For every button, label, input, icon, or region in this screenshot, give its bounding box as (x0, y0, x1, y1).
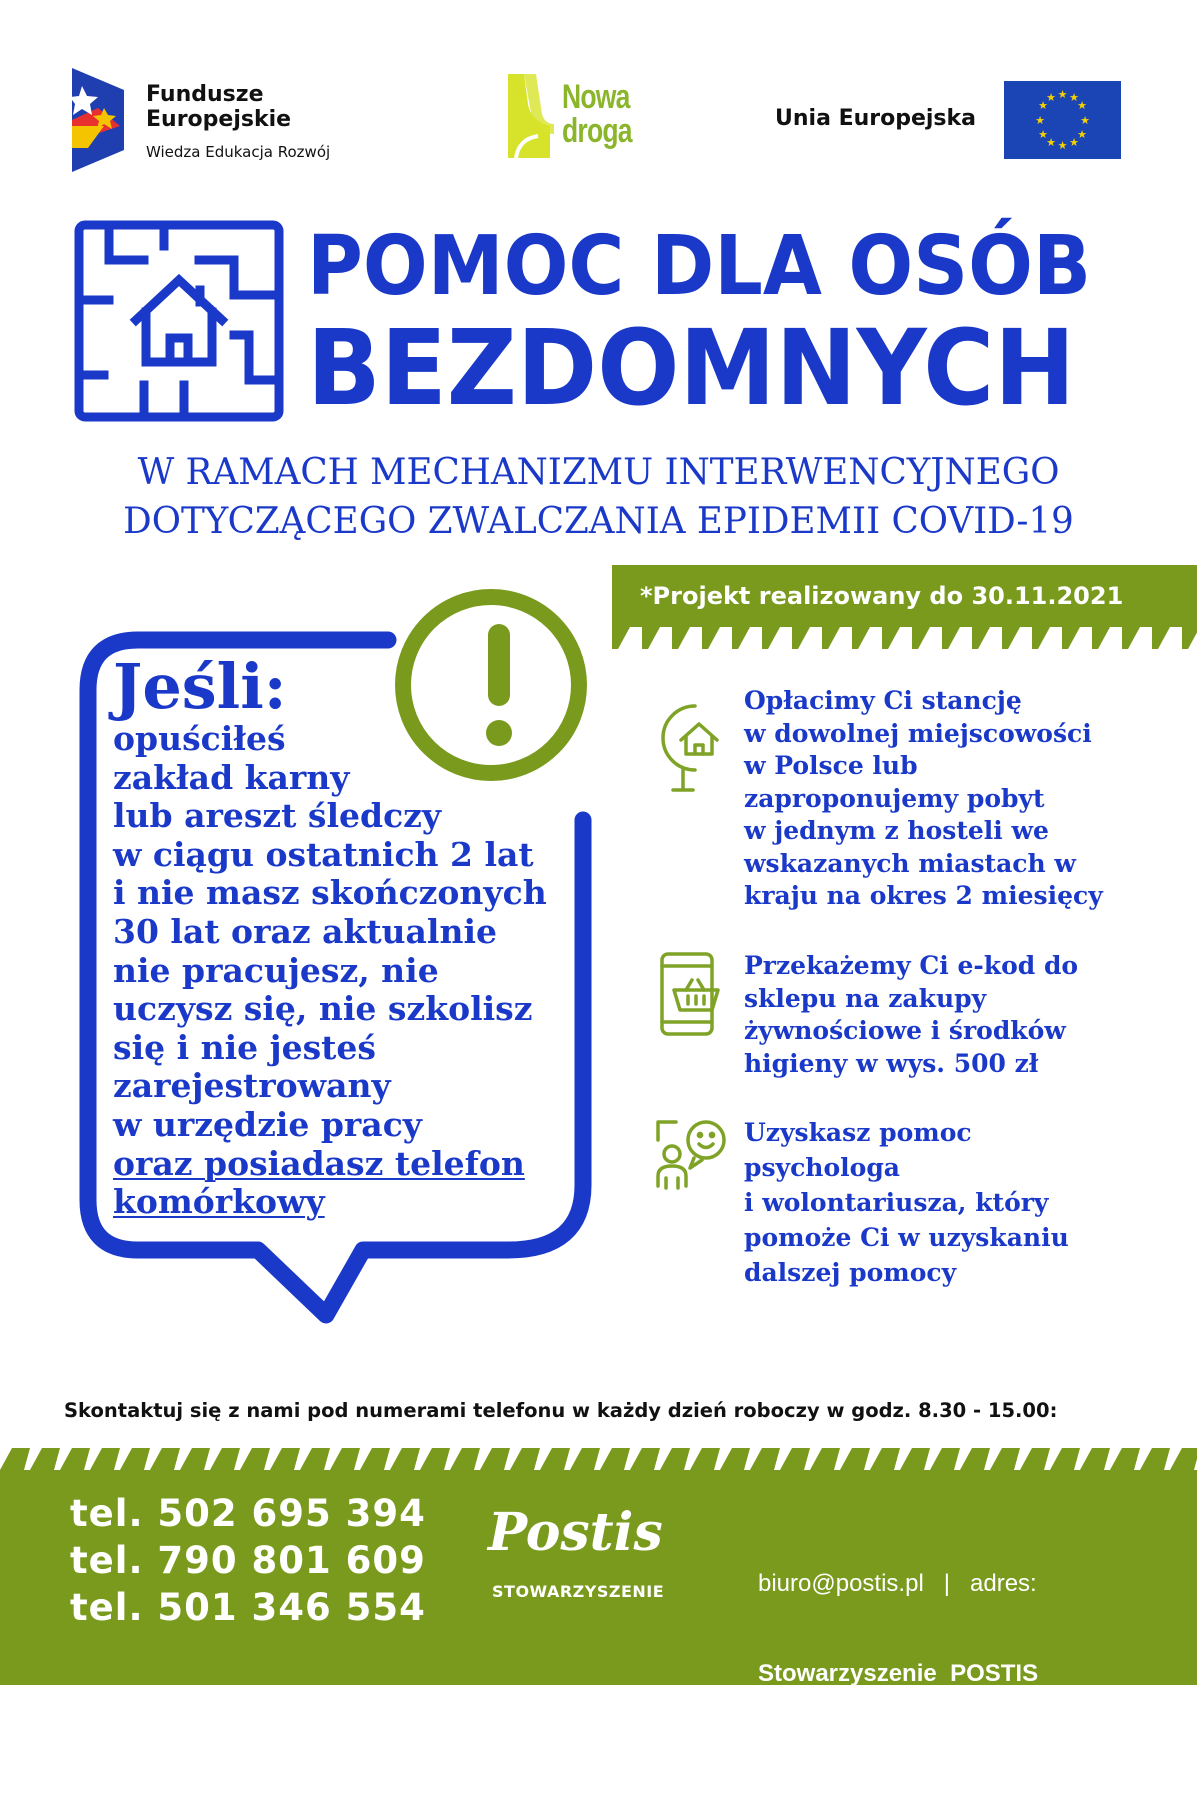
svg-text:★: ★ (1057, 139, 1068, 152)
title-line1: POMOC DLA OSÓB (307, 219, 1092, 314)
condition-line: zarejestrowany (113, 1066, 391, 1106)
benefit-voucher (744, 950, 1078, 1080)
house-search-icon (655, 700, 727, 792)
nowa-droga-line2: droga (562, 112, 632, 150)
svg-text:★: ★ (1069, 136, 1079, 149)
postis-logo-sub: STOWARZYSZENIE (492, 1582, 665, 1601)
title-line2: BEZDOMNYCH (307, 307, 1076, 429)
contact-intro: Skontaktuj się z nami pod numerami telefonu w każdy dzień roboczy w godz. 8.30 - 15.00: (64, 1399, 1058, 1422)
condition-line: lub areszt śledczy (113, 796, 442, 836)
maze-house-icon (74, 220, 284, 422)
shopping-basket-phone-icon (660, 952, 720, 1036)
svg-text:★: ★ (1038, 128, 1048, 141)
phone-number[interactable]: tel. 501 346 554 (70, 1586, 426, 1629)
condition-underlined-line: oraz posiadasz telefon (113, 1143, 525, 1183)
benefit-line: w jednym z hosteli we (744, 816, 1049, 845)
benefit-line: w Polsce lub (744, 751, 918, 780)
condition-underlined-line: komórkowy (113, 1182, 325, 1222)
benefit-line: żywnościowe i środków (744, 1016, 1066, 1045)
conditions-list (113, 720, 547, 1222)
condition-line: nie pracujesz, nie (113, 950, 439, 990)
svg-text:★: ★ (1046, 91, 1056, 104)
svg-text:★: ★ (1046, 136, 1056, 149)
benefit-line: Uzyskasz pomoc (744, 1118, 972, 1147)
fe-flag-icon (70, 68, 126, 172)
fundusze-europejskie-logo (70, 68, 370, 173)
footer-stripes (0, 1448, 1197, 1470)
ribbon-stripes (612, 627, 1197, 649)
svg-text:★: ★ (1080, 114, 1090, 127)
benefit-line: i wolontariusza, który (744, 1188, 1049, 1217)
benefit-line: psychologa (744, 1153, 901, 1182)
svg-text:★: ★ (1038, 99, 1048, 112)
condition-line: zakład karny (113, 757, 350, 797)
phone-list (70, 1490, 426, 1631)
condition-line: w ciągu ostatnich 2 lat (113, 834, 534, 874)
benefit-line: kraju na okres 2 miesięcy (744, 881, 1103, 910)
benefit-line: Opłacimy Ci stancję (744, 686, 1022, 715)
fe-logo-line3: Wiedza Edukacja Rozwój (146, 143, 331, 161)
benefit-line: zaproponujemy pobyt (744, 783, 1045, 813)
condition-line: uczysz się, nie szkolisz (113, 989, 533, 1029)
email-line[interactable]: biuro@postis.pl | adres: (758, 1570, 1037, 1597)
svg-text:★: ★ (1057, 88, 1068, 101)
subtitle-line1: W RAMACH MECHANIZMU INTERWENCYJNEGO (137, 452, 1060, 493)
benefit-line: wskazanych miastach w (744, 848, 1076, 878)
condition-line: i nie masz skończonych (113, 873, 547, 913)
contact-details (758, 1509, 1040, 1809)
nowa-droga-line1: Nowa (562, 78, 630, 116)
org-name: Stowarzyszenie POSTIS (758, 1660, 1039, 1687)
benefit-line: Przekażemy Ci e-kod do (744, 951, 1079, 980)
svg-text:★: ★ (1035, 114, 1045, 127)
fe-logo-line1: Fundusze (146, 82, 264, 107)
fe-logo-line2: Europejskie (146, 107, 292, 132)
benefit-line: pomoże Ci w uzyskaniu (744, 1223, 1069, 1252)
condition-line: się i nie jesteś (113, 1027, 376, 1067)
benefit-line: dalszej pomocy (744, 1258, 957, 1287)
road-icon (506, 74, 556, 158)
svg-text:★: ★ (1077, 99, 1087, 112)
postis-logo (488, 1502, 668, 1602)
project-note: *Projekt realizowany do 30.11.2021 (640, 582, 1124, 610)
subtitle-line2: DOTYCZĄCEGO ZWALCZANIA EPIDEMII COVID-19 (123, 501, 1074, 542)
svg-text:★: ★ (1077, 128, 1087, 141)
nowa-droga-logo (506, 74, 666, 164)
benefit-line: sklepu na zakupy (744, 983, 987, 1013)
postis-logo-name: Postis (488, 1502, 663, 1563)
ue-label: Unia Europejska (775, 106, 977, 131)
conditions-heading: Jeśli: (113, 650, 287, 723)
phone-number[interactable]: tel. 502 695 394 (70, 1492, 426, 1535)
psychologist-icon (656, 1118, 728, 1190)
svg-text:★: ★ (1069, 91, 1079, 104)
benefit-psychologist (744, 1115, 1069, 1290)
condition-line: w urzędzie pracy (113, 1104, 422, 1144)
benefit-line: higieny w wys. 500 zł (744, 1048, 1039, 1078)
condition-line: opuściłeś (113, 719, 286, 758)
eu-flag-icon (1004, 81, 1121, 159)
benefit-line: w dowolnej miejscowości (744, 718, 1092, 748)
benefit-accommodation (744, 685, 1103, 913)
phone-number[interactable]: tel. 790 801 609 (70, 1539, 426, 1582)
condition-line: 30 lat oraz aktualnie (113, 911, 497, 951)
address: 20-601 Lublin, ul. Zana 3A (758, 1750, 1040, 1777)
